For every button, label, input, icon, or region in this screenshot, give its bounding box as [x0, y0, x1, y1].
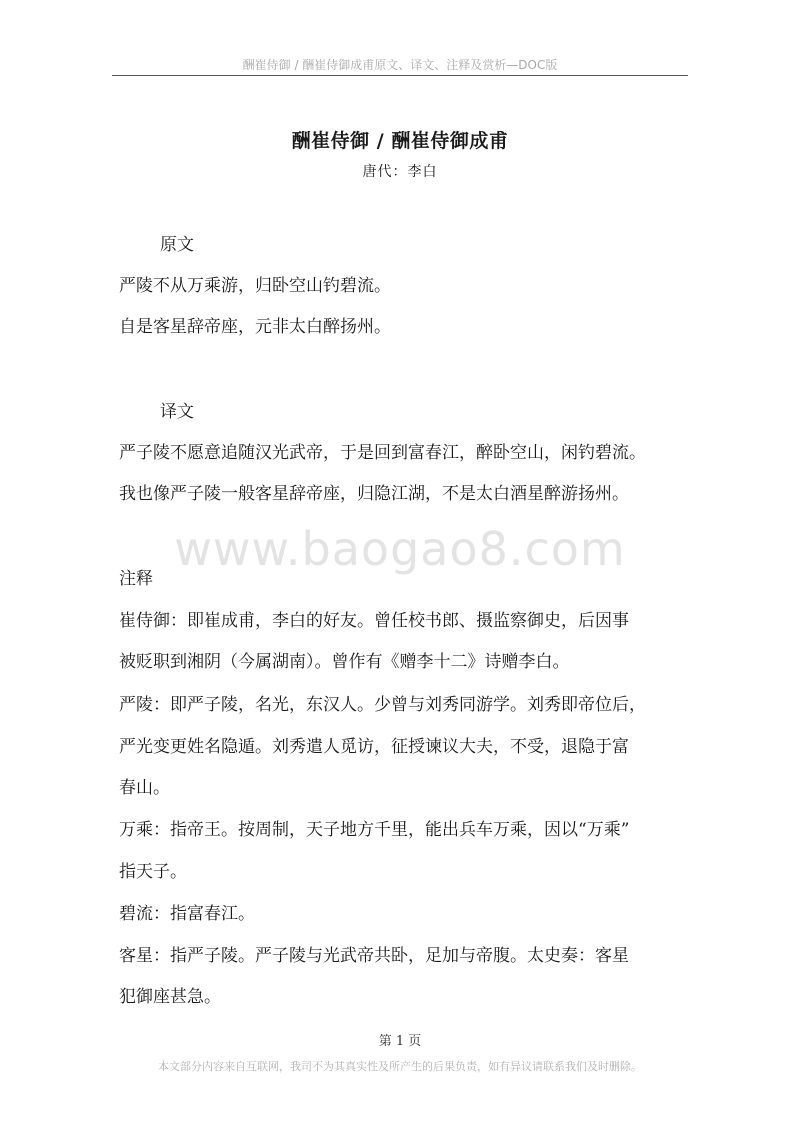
original-line: 自是客星辞帝座，元非太白醉扬州。 — [119, 317, 391, 337]
page-header: 酬崔侍御 / 酬崔侍御成甫原文、译文、注释及赏析—DOC版 — [242, 58, 558, 72]
note-line: 崔侍御：即崔成甫，李白的好友。曾任校书郎、摄监察御史，后因事 — [119, 611, 629, 631]
note-line: 万乘：指帝王。按周制，天子地方千里，能出兵车万乘，因以“万乘” — [119, 820, 630, 840]
watermark: www.baogao8.com — [174, 522, 626, 576]
note-line: 指天子。 — [119, 862, 187, 882]
page-number: 第 1 页 — [378, 1034, 422, 1049]
translation-line: 我也像严子陵一般客星辞帝座，归隐江湖，不是太白酒星醉游扬州。 — [119, 484, 629, 504]
note-line: 严光变更姓名隐遁。刘秀遣人觅访，征授谏议大夫，不受，退隐于富 — [119, 737, 629, 757]
translation-line: 严子陵不愿意追随汉光武帝，于是回到富春江，醉卧空山，闲钓碧流。 — [119, 443, 646, 463]
footer-disclaimer: 本文部分内容来自互联网，我司不为其真实性及所产生的后果负责，如有异议请联系我们及时删除。 — [158, 1060, 642, 1073]
poem-author: 唐代：李白 — [362, 164, 438, 180]
original-line: 严陵不从万乘游，归卧空山钓碧流。 — [119, 276, 391, 296]
note-line: 被贬职到湘阴（今属湖南）。曾作有《赠李十二》诗赠李白。 — [119, 652, 570, 672]
note-line: 客星：指严子陵。严子陵与光武帝共卧，足加与帝腹。太史奏：客星 — [119, 946, 629, 966]
note-line: 犯御座甚急。 — [119, 987, 221, 1007]
section-heading-original: 原文 — [160, 235, 194, 255]
note-line: 碧流：指富春江。 — [119, 904, 255, 924]
header-divider — [112, 75, 688, 76]
section-heading-translation: 译文 — [160, 402, 194, 422]
poem-title: 酬崔侍御 / 酬崔侍御成甫 — [291, 130, 509, 152]
note-line: 严陵：即严子陵，名光，东汉人。少曾与刘秀同游学。刘秀即帝位后， — [119, 695, 646, 715]
note-line: 春山。 — [119, 778, 170, 798]
section-heading-notes: 注释 — [119, 569, 153, 589]
